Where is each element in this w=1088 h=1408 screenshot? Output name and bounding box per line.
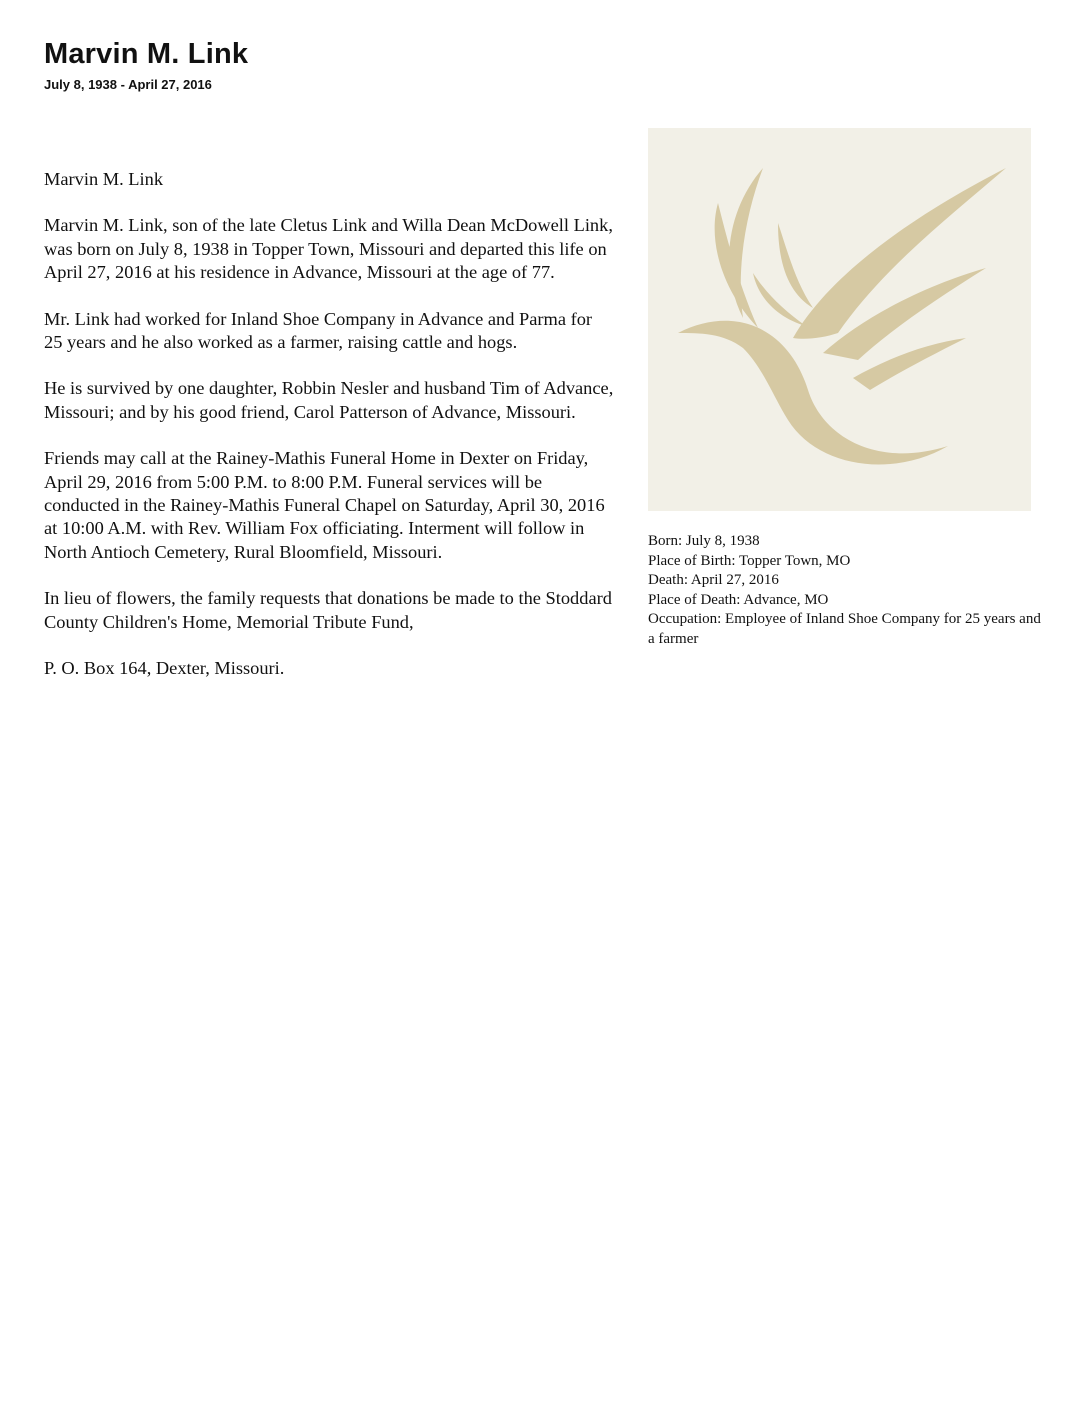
date-range: July 8, 1938 - April 27, 2016 — [44, 77, 212, 92]
fact-death: Death: April 27, 2016 — [648, 572, 779, 589]
obituary-paragraph-address: P. O. Box 164, Dexter, Missouri. — [44, 658, 285, 679]
obituary-body — [44, 168, 614, 704]
obituary-paragraph-birth: Marvin M. Link, son of the late Cletus Link and Willa Dean McDowell Link, was born on July 8, 1938 in Topper Town, Missouri and departed this life on April 27, 2016 at his residence in Advance, Missouri at the age of 77. — [44, 215, 613, 283]
obituary-paragraph-name: Marvin M. Link — [44, 169, 164, 189]
memorial-image — [648, 128, 1031, 511]
fact-born: Born: July 8, 1938 — [648, 533, 760, 549]
vital-facts — [648, 532, 1048, 650]
dove-icon — [648, 128, 1031, 511]
obituary-paragraph-services: Friends may call at the Rainey-Mathis Funeral Home in Dexter on Friday, April 29, 2016 from 5:00 P.M. to 8:00 P.M. Funeral services will be conducted in the Rainey-Mathis Funeral Chapel on Saturday, April 30, 2016 at 10:00 A.M. with Rev. William Fox officiating. Interment will follow in North Antioch Cemetery, Rural Bloomfield, Missouri. — [44, 448, 605, 562]
obituary-paragraph-work: Mr. Link had worked for Inland Shoe Company in Advance and Parma for 25 years and he also worked as a farmer, raising cattle and hogs. — [44, 308, 593, 353]
fact-place-of-birth: Place of Birth: Topper Town, MO — [648, 552, 851, 569]
page-title: Marvin M. Link — [44, 38, 249, 70]
fact-occupation: Occupation: Employee of Inland Shoe Company for 25 years and a farmer — [648, 611, 1041, 647]
fact-place-of-death: Place of Death: Advance, MO — [648, 591, 829, 608]
obituary-paragraph-survivors: He is survived by one daughter, Robbin Nesler and husband Tim of Advance, Missouri; and by his good friend, Carol Patterson of Advance, Missouri. — [44, 378, 614, 422]
obituary-paragraph-donations: In lieu of flowers, the family requests that donations be made to the Stoddard County Children's Home, Memorial Tribute Fund, — [44, 588, 612, 632]
obituary-header — [44, 36, 248, 94]
